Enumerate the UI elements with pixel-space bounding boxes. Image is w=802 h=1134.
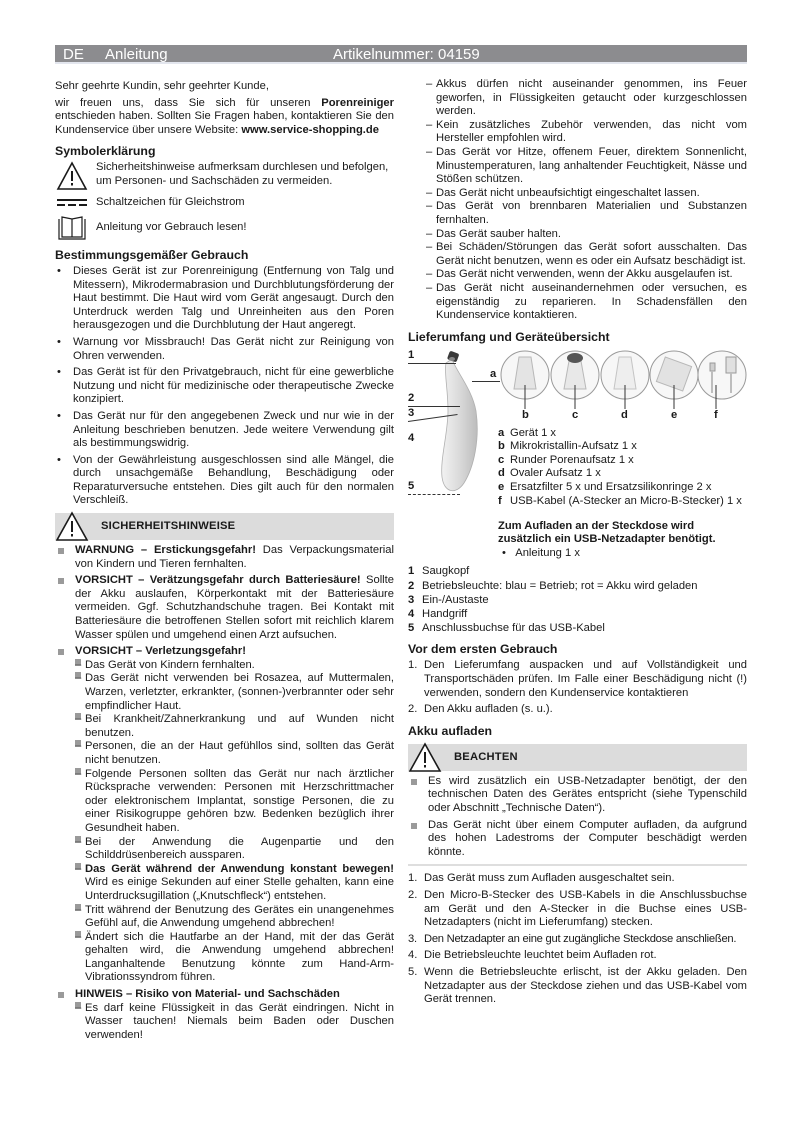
callout-line — [472, 381, 500, 382]
website-link[interactable]: www.service-shopping.de — [241, 123, 379, 136]
list-item-text: Bei Schäden/Störungen das Gerät sofort ausschalten. Das Gerät nicht benutzen, wenn es oder ein Aufsatz beschädigt ist. — [436, 241, 747, 267]
list-item — [408, 241, 747, 268]
note-text: Es wird zusätzlich ein USB-Netzadapter benötigt, der den technischen Daten des Gerätes entspricht (siehe Typenschild oder Abschnitt „Technische Daten“). — [428, 774, 747, 815]
warning-text: Das Verpackungsmaterial von Kindern und Tieren fernhalten. — [75, 544, 394, 570]
intro-text-1: wir freuen uns, dass Sie sich für unseren — [55, 96, 322, 109]
move-warning-bold: Das Gerät während der Anwendung konstant bewegen! — [85, 862, 394, 875]
notice-box-label: BEACHTEN — [454, 750, 518, 763]
step — [408, 889, 747, 930]
warning-choking — [55, 544, 394, 571]
list-item-text: Bei Krankheit/Zahnerkrankung und auf Wunden nicht benutzen. — [85, 713, 394, 739]
part-text: Anschlussbuchse für das USB-Kabel — [422, 622, 605, 635]
dash: – — [75, 713, 82, 726]
dash: – — [75, 740, 82, 753]
dash: – — [75, 930, 82, 943]
list-item — [408, 119, 747, 146]
safety-list — [55, 544, 394, 1042]
contents-list — [498, 427, 747, 509]
list-item-text: Es darf keine Flüssigkeit in das Gerät eindringen. Nicht in Wasser tauchen! Niemals beim Baden oder Duschen verwenden! — [85, 1001, 394, 1041]
accessories-row — [500, 349, 747, 419]
item-text: Gerät 1 x — [510, 426, 557, 439]
accessory-label-f: f — [714, 408, 718, 421]
manual-item — [498, 547, 747, 561]
right-column — [408, 78, 747, 1010]
list-item-text: Wird es einige Sekunden auf einer Stelle gehalten, kann eine Unterdrucksugillation („Knutschfleck“) entstehen. — [85, 876, 394, 902]
callout-line — [408, 406, 460, 407]
left-column — [55, 80, 394, 1045]
symbol-text: Schaltzeichen für Gleichstrom — [96, 196, 245, 209]
callout-line — [408, 363, 456, 364]
list-item-text: Das Gerät sauber halten. — [436, 227, 561, 240]
part-text: Saugkopf — [422, 565, 470, 578]
callout-a: a — [490, 367, 497, 380]
dash: – — [75, 1001, 82, 1014]
step-number: 5. — [408, 965, 418, 978]
callout-5: 5 — [408, 479, 415, 492]
symbols-heading: Symbolerklärung — [55, 144, 156, 159]
note-text: Das Gerät nicht über einem Computer aufladen, da aufgrund des hohen Ladestroms der Computer beschädigt werden könnte. — [428, 818, 747, 858]
step-number: 1. — [408, 872, 418, 885]
step-text: Wenn die Betriebsleuchte erlischt, ist der Akku geladen. Den Netzadapter aus der Steckdose ziehen und das USB-Kabel vom Gerät trennen. — [424, 965, 747, 1006]
step-text: Das Gerät muss zum Aufladen ausgeschaltet sein. — [424, 872, 675, 885]
part-number: 3 — [408, 593, 415, 606]
intended-use-heading: Bestimmungsgemäßer Gebrauch — [55, 247, 249, 262]
step — [408, 872, 747, 886]
direct-current-icon — [55, 198, 89, 208]
step — [408, 949, 747, 963]
square-bullet — [411, 779, 417, 785]
item-text: USB-Kabel (A-Stecker an Micro-B-Stecker) 1 x — [510, 494, 742, 507]
list-item — [408, 78, 747, 119]
charging-heading: Akku aufladen — [408, 723, 493, 738]
list-item-text: Das Gerät nicht unbeaufsichtigt eingeschaltet lassen. — [436, 186, 700, 199]
warning-title: WARNUNG – Erstickungsgefahr! — [75, 544, 256, 557]
step — [408, 966, 747, 1007]
symbol-row-warning — [55, 161, 394, 191]
caution-injury — [55, 645, 394, 985]
legend-item — [408, 564, 747, 578]
bullet: • — [57, 453, 61, 466]
step — [408, 933, 747, 947]
safety-box-label: SICHERHEITSHINWEISE — [101, 520, 236, 533]
part-number: 1 — [408, 565, 415, 578]
bullet: • — [57, 335, 61, 348]
item-key: e — [498, 481, 505, 494]
notice-title: HINWEIS – Risiko von Material- und Sachschäden — [75, 988, 340, 1001]
legend-item — [408, 579, 747, 593]
list-item — [75, 672, 394, 713]
list-item-text: Das Gerät nicht verwenden bei Rosazea, auf Muttermalen, Warzen, verletzter, erkrankter, (sonnen-)verbrannter oder sehr empfindlicher Haut. — [85, 672, 394, 712]
warning-triangle-icon — [408, 742, 442, 773]
step-text: Den Netzadapter an eine gut zugängliche Steckdose anschließen. — [424, 932, 737, 945]
list-item — [55, 454, 394, 508]
accessory-label-d: d — [621, 408, 628, 421]
list-item-text: Tritt während der Benutzung des Gerätes ein unangenehmes Gefühl auf, die Anwendung umgehend abbrechen! — [85, 903, 394, 930]
bullet: • — [57, 409, 61, 422]
part-text: Handgriff — [422, 608, 468, 621]
adapter-note: Zum Aufladen an der Steckdose wird zusätzlich ein USB-Netzadapter benötigt. — [498, 519, 716, 546]
square-bullet — [58, 578, 64, 584]
legend-item — [408, 593, 747, 607]
list-item — [75, 1002, 394, 1043]
callout-1: 1 — [408, 348, 415, 361]
contents-item — [498, 427, 747, 441]
item-text: Ersatzfilter 5 x und Ersatzsilikonringe 2 x — [510, 481, 712, 494]
warning-triangle-icon — [55, 511, 89, 542]
charging-notes — [408, 775, 747, 860]
list-item — [408, 200, 747, 227]
list-item — [408, 146, 747, 187]
material-sublist-continued — [408, 78, 747, 323]
part-number: 4 — [408, 608, 415, 621]
symbol-row-dc — [55, 196, 394, 210]
part-text: Betriebsleuchte: blau = Betrieb; rot = Akku wird geladen — [422, 579, 698, 592]
intro-paragraph — [55, 97, 394, 138]
list-item — [75, 659, 394, 673]
caution-title: VORSICHT – Verletzungsgefahr! — [75, 645, 246, 658]
list-item — [408, 268, 747, 282]
callout-line — [408, 494, 460, 495]
part-number: 2 — [408, 579, 415, 592]
list-item-text: Ändert sich die Hautfarbe an der Hand, mit der das Gerät gehalten wird, die Anwendung umgehend abbrechen! Langanhaltende Benutzung könnte zum Hand-Arm-Vibrationssyndrom führen. — [85, 930, 394, 984]
accessory-label-e: e — [671, 408, 678, 421]
list-item — [408, 282, 747, 323]
language-code: DE — [63, 46, 84, 63]
step-text: Die Betriebsleuchte leuchtet beim Aufladen rot. — [424, 949, 657, 962]
list-item-text: Bei der Anwendung die Augenpartie und den Schilddrüsenbereich aussparen. — [85, 835, 394, 862]
step-text: Den Akku aufladen (s. u.). — [424, 703, 553, 716]
intro-text-2: entschieden haben. Sollten Sie Fragen haben, kontaktieren Sie den Kundenservice über unsere Website: — [55, 110, 394, 136]
dash: – — [426, 78, 433, 90]
caution-title: VORSICHT – Verätzungsgefahr durch Batteriesäure! — [75, 574, 361, 587]
item-key: a — [498, 426, 505, 439]
list-item-text: Akkus dürfen nicht auseinander genommen, ins Feuer geworfen, in Flüssigkeiten getaucht oder kurzgeschlossen werden. — [436, 78, 747, 118]
item-text: Runder Porenaufsatz 1 x — [510, 453, 634, 466]
dash: – — [75, 903, 82, 916]
injury-sublist — [75, 659, 394, 985]
callout-2: 2 — [408, 391, 415, 404]
notice-box — [408, 744, 747, 771]
callout-3: 3 — [408, 406, 415, 419]
bullet: • — [57, 264, 61, 277]
list-item-text: Das Gerät nur für den angegebenen Zweck und nur wie in der Anleitung beschrieben benutzen. Jede weitere Verwendung gilt als bestimmungswidrig. — [73, 409, 394, 450]
contents-item — [498, 454, 747, 468]
charging-steps — [408, 872, 747, 1006]
first-use-heading: Vor dem ersten Gebrauch — [408, 642, 558, 657]
warning-triangle-icon — [55, 161, 89, 191]
section-divider — [408, 864, 747, 866]
list-item-text: Das Gerät nicht auseinandernehmen oder versuchen, es eigenständig zu reparieren. In Schadensfällen den Kundenservice kontaktieren. — [436, 281, 747, 322]
contents-item — [498, 440, 747, 454]
list-item — [55, 265, 394, 333]
dash: – — [426, 268, 433, 281]
step — [408, 703, 747, 717]
dash: – — [426, 281, 433, 294]
page-header-bar — [55, 45, 747, 64]
list-item-text: Das Gerät von brennbaren Materialien und Substanzen fernhalten. — [436, 200, 747, 226]
product-name: Porenreiniger — [321, 96, 394, 109]
safety-notes-box — [55, 513, 394, 540]
device-illustration — [408, 349, 500, 494]
accessory-label-b: b — [522, 408, 529, 421]
item-key: d — [498, 467, 505, 480]
caution-text: Sollte der Akku auslaufen, Körperkontakt mit der Batteriesäure vermeiden. Ggf. Schutzhandschuhe tragen. Bei Kontakt mit Batteriesäure die betroffenen Stellen sofort mit reichlich klarem Wasser spülen und umgehend einen Arzt aufsuchen. — [75, 574, 394, 641]
dash: – — [75, 672, 82, 685]
parts-legend — [408, 564, 747, 635]
list-item — [55, 410, 394, 451]
note-item — [408, 775, 747, 816]
contents-item — [498, 495, 747, 509]
dash: – — [75, 862, 82, 875]
list-item — [75, 713, 394, 740]
greeting: Sehr geehrte Kundin, sehr geehrter Kunde, — [55, 80, 269, 92]
step-text: Den Lieferumfang auspacken und auf Vollständigkeit und Transportschäden prüfen. Im Falle einer Beschädigung nicht (!) verwenden, sondern den Kundenservice kontaktieren — [424, 659, 747, 699]
item-text: Mikrokristallin-Aufsatz 1 x — [510, 440, 637, 453]
dash: – — [426, 145, 433, 158]
item-text: Anleitung 1 x — [515, 546, 580, 559]
step-number: 4. — [408, 949, 418, 962]
list-item-text: Folgende Personen sollten das Gerät nur nach ärztlicher Rücksprache verwenden: Personen mit Herzschrittmacher oder elektronischem Implantat, sonstige Personen, die zu einer Risikogruppe gehören bzw. Bedenken bezüglich ihrer Gesundheit haben. — [85, 767, 394, 834]
step-text: Den Micro-B-Stecker des USB-Kabels in die Anschlussbuchse am Gerät und den A-Stecker in die Buchse eines USB-Netzadapters (nicht im Lieferumfang) stecken. — [424, 889, 747, 929]
notice-material — [55, 988, 394, 1042]
step-number: 2. — [408, 889, 418, 902]
accessory-label-c: c — [572, 408, 579, 421]
square-bullet — [58, 992, 64, 998]
list-item-text: Das Gerät vor Hitze, offenem Feuer, direktem Sonnenlicht, Minustemperaturen, lang anhaltender Feuchtigkeit, Nässe und Stößen schützen. — [436, 145, 747, 186]
list-item — [408, 228, 747, 242]
callout-4: 4 — [408, 431, 415, 444]
list-item-text: Das Gerät von Kindern fernhalten. — [85, 658, 255, 671]
note-item — [408, 819, 747, 860]
dash: – — [75, 767, 82, 780]
dash: – — [426, 227, 433, 240]
dash: – — [426, 241, 433, 254]
bullet: • — [57, 366, 61, 379]
list-item — [55, 336, 394, 363]
step — [408, 659, 747, 700]
item-key: f — [498, 494, 502, 507]
dash: – — [426, 186, 433, 199]
symbol-row-manual — [55, 215, 394, 241]
overview-heading: Lieferumfang und Geräteübersicht — [408, 329, 610, 344]
legend-item — [408, 621, 747, 635]
item-key: b — [498, 440, 505, 453]
intended-use-list — [55, 265, 394, 508]
item-key: c — [498, 453, 505, 466]
step-number: 2. — [408, 703, 418, 716]
list-item-text: Warnung vor Missbrauch! Das Gerät nicht zur Reinigung von Ohren verwenden. — [73, 335, 394, 362]
list-item — [75, 904, 394, 931]
dash: – — [75, 658, 82, 671]
material-sublist — [75, 1002, 394, 1043]
part-number: 5 — [408, 622, 415, 635]
list-item-text: Dieses Gerät ist zur Porenreinigung (Entfernung von Talg und Mitessern), Mikrodermabrasion und Durchblutungsförderung der Haut bestimmt. Die Haut wird vom Gerät angesaugt. Durch den Unterdruck werden Talg und Unreinheiten aus den Poren herausgezogen und die Durchblutung der Haut angeregt. — [73, 264, 394, 332]
caution-acid — [55, 574, 394, 642]
document-title: Anleitung — [105, 46, 168, 63]
list-item-text: Von der Gewährleistung ausgeschlossen sind alle Mängel, die durch unsachgemäße Behandlung, Beschädigung oder Reparaturversuche entstehen. Dies gilt auch für den normalen Verschleiß. — [73, 453, 394, 507]
first-use-steps — [408, 659, 747, 716]
dash: – — [426, 200, 433, 213]
symbol-text: Sicherheitshinweise aufmerksam durchlesen und befolgen, um Personen- und Sachschäden zu vermeiden. — [96, 161, 389, 187]
step-number: 1. — [408, 659, 418, 672]
part-text: Ein-/Austaste — [422, 593, 489, 606]
list-item — [55, 366, 394, 407]
square-bullet — [58, 548, 64, 554]
list-item — [408, 187, 747, 201]
contents-item — [498, 467, 747, 481]
product-overview-figure — [408, 348, 747, 507]
step-number: 3. — [408, 932, 417, 945]
article-number: Artikelnummer: 04159 — [333, 46, 480, 63]
read-manual-icon — [55, 215, 89, 241]
contents-item — [498, 481, 747, 495]
list-item — [75, 931, 394, 985]
legend-item — [408, 607, 747, 621]
dash: – — [75, 835, 82, 848]
list-item-text: Das Gerät nicht verwenden, wenn der Akku ausgelaufen ist. — [436, 268, 733, 281]
list-item — [75, 740, 394, 767]
item-text: Ovaler Aufsatz 1 x — [510, 467, 601, 480]
dash: – — [426, 118, 433, 131]
list-item-text: Das Gerät ist für den Privatgebrauch, nicht für eine gewerbliche Nutzung und nicht für medizinische oder therapeutische Zwecke konzipiert. — [73, 366, 394, 406]
list-item-text: Personen, die an der Haut gefühllos sind, sollten das Gerät nicht benutzen. — [85, 740, 394, 766]
list-item — [75, 863, 394, 904]
list-item-text: Kein zusätzliches Zubehör verwenden, das nicht vom Hersteller empfohlen wird. — [436, 118, 747, 145]
contents-extra — [408, 520, 747, 561]
square-bullet — [58, 649, 64, 655]
list-item — [75, 836, 394, 863]
square-bullet — [411, 823, 417, 829]
bullet: • — [502, 546, 506, 559]
symbol-text: Anleitung vor Gebrauch lesen! — [96, 221, 247, 234]
list-item — [75, 768, 394, 836]
